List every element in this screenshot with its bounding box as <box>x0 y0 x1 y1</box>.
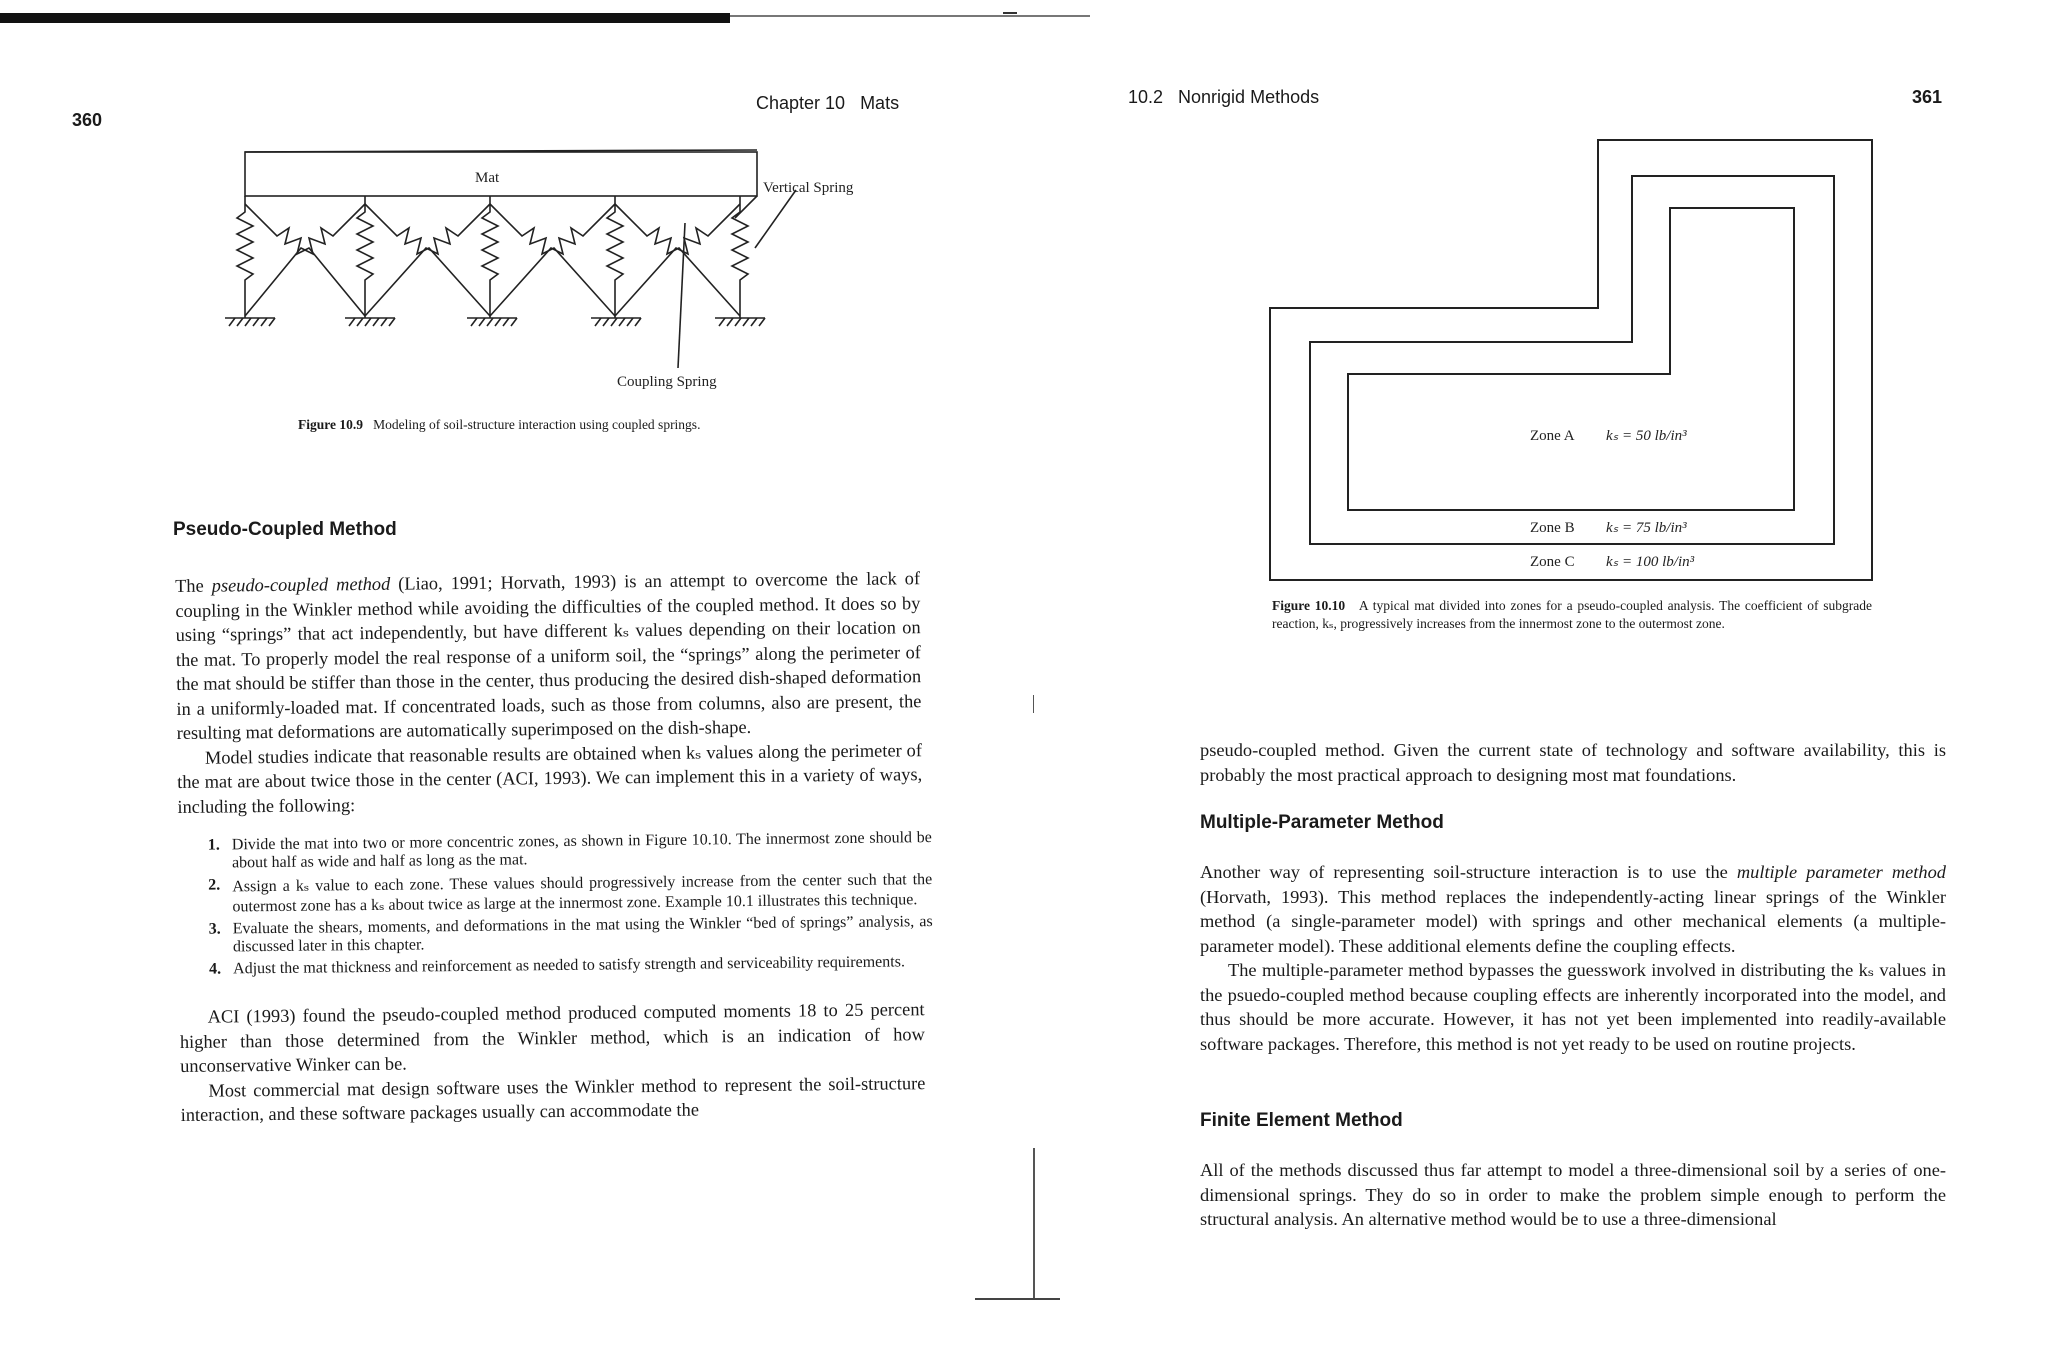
list-item-number: 2. <box>208 876 221 894</box>
vertical-springs <box>237 196 748 318</box>
zone-a-label: Zone A <box>1530 428 1575 444</box>
pseudo-coupled-paragraph-1 <box>175 566 922 745</box>
list-item-4 <box>209 953 933 978</box>
figure-10-9-caption-label: Figure 10.9 <box>298 417 363 432</box>
para-multi-italic: multiple parameter method <box>1736 862 1946 882</box>
running-head-right: 10.2 Nonrigid Methods <box>1128 87 1320 107</box>
vertical-spring-leader <box>755 190 796 248</box>
mat-label: Mat <box>475 170 500 186</box>
scan-top-tick <box>1003 12 1017 14</box>
zone-c-outline <box>1270 140 1872 580</box>
section-heading-pseudo-coupled: Pseudo-Coupled Method <box>173 519 397 540</box>
figure-10-9-caption <box>298 416 898 434</box>
list-item-text: Assign a kₛ value to each zone. These values should progressively increase from the center such that the outermost zone has a kₛ about twice as large at the innermost zone. Example 10.1 illustrates this technique. <box>232 871 933 916</box>
figure-10-10-caption <box>1272 597 1872 633</box>
zone-b-outline <box>1310 176 1834 544</box>
list-item-1 <box>207 829 932 872</box>
ground-supports <box>225 318 765 326</box>
zone-a-outline <box>1348 208 1794 510</box>
gutter-mark-top <box>1033 695 1034 713</box>
list-item-number: 4. <box>209 960 222 978</box>
coupling-spring-leader <box>678 223 685 368</box>
figure-10-9-caption-text: Modeling of soil-structure interaction using coupled springs. <box>373 417 701 432</box>
gutter-line <box>1033 1148 1035 1298</box>
mat-rectangle <box>245 152 757 196</box>
para-multi-pre: Another way of representing soil-structure interaction is to use the <box>1200 862 1737 882</box>
list-item-text: Adjust the mat thickness and reinforcement as needed to satisfy strength and serviceability requirements. <box>233 953 905 978</box>
list-item-3 <box>208 913 933 956</box>
section-heading-multiple-parameter: Multiple-Parameter Method <box>1200 812 1444 833</box>
figure-10-10-caption-label: Figure 10.10 <box>1272 598 1346 613</box>
multiple-parameter-paragraph-2: The multiple-parameter method bypasses the guesswork involved in distributing the kₛ values in the psuedo-coupled method because coupling effects are inherently incorporated into the model, and thus should be more accurate. However, it has not yet been implemented into readily-available software packages. Therefore, this method is not yet ready to be used on routine projects. <box>1200 960 1946 1054</box>
zone-b-label: Zone B <box>1530 520 1575 536</box>
para1-post: (Liao, 1991; Horvath, 1993) is an attempt to overcome the lack of coupling in the Winkler method while avoiding the difficulties of the coupled method. It does so by using “springs” that act independently, but have different kₛ values depending on their location on the mat. To properly model the real response of a uniform soil, the “springs” along the perimeter of the mat should be stiffer than those in the center, thus producing the desired dish-shaped deformation in a uniformly-loaded mat. If concentrated loads, such as those from columns, also are present, the resulting mat deformations are automatically superimposed on the dish-shape. <box>175 568 922 743</box>
section-heading-finite-element: Finite Element Method <box>1200 1110 1403 1131</box>
list-item-text: Evaluate the shears, moments, and deformations in the mat using the Winkler “bed of springs” analysis, as discussed later in this chapter. <box>232 913 933 956</box>
list-item-number: 3. <box>208 920 221 938</box>
running-head-left: Chapter 10 Mats <box>756 93 900 113</box>
finite-element-paragraph: All of the methods discussed thus far attempt to model a three-dimensional soil by a series of one-dimensional springs. They do so in order to make the problem simple enough to perform the structural analysis. An alternative method would be to use a three-dimensional <box>1200 1160 1946 1229</box>
para1-pre: The <box>175 575 212 596</box>
vertical-spring-label: Vertical Spring <box>763 180 854 196</box>
scan-top-line <box>730 15 1090 17</box>
pseudo-coupled-continuation: pseudo-coupled method. Given the current state of technology and software availability, this is probably the most practical approach to designing most mat foundations. <box>1200 740 1946 785</box>
pseudo-coupled-paragraph-4: Most commercial mat design software uses the Winkler method to represent the soil-structure interaction, and these software packages usually can accommodate the <box>180 1072 926 1125</box>
list-item-2 <box>208 869 933 916</box>
figure-10-10-caption-text: A typical mat divided into zones for a pseudo-coupled analysis. The coefficient of subgrade reaction, kₛ, progressively increases from the innermost zone to the outermost zone. <box>1272 598 1872 631</box>
multiple-parameter-paragraph-1 <box>1200 860 1946 958</box>
zone-b-value: kₛ = 75 lb/in³ <box>1606 520 1687 536</box>
para1-italic: pseudo-coupled method <box>211 573 391 596</box>
list-item-text: Divide the mat into two or more concentric zones, as shown in Figure 10.10. The innermost zone should be about half as wide and half as long as the mat. <box>231 829 932 872</box>
page-number-left: 360 <box>72 110 103 130</box>
scan-top-bar <box>0 13 730 23</box>
zone-c-value: kₛ = 100 lb/in³ <box>1606 554 1695 570</box>
figure-10-10-diagram <box>1266 136 1876 586</box>
list-item-number: 1. <box>207 836 220 854</box>
figure-10-9-diagram <box>215 148 875 393</box>
pseudo-coupled-paragraph-3: ACI (1993) found the pseudo-coupled method produced computed moments 18 to 25 percent higher than those determined from the Winkler method, which is an indication of how unconservative Winker can be. <box>179 999 925 1076</box>
para-multi-post: (Horvath, 1993). This method replaces the independently-acting linear springs of the Winkler method (a single-parameter model) with springs and other mechanical elements (a multiple-parameter model). These additional elements define the coupling effects. <box>1200 886 1946 956</box>
page-number-right: 361 <box>1912 87 1943 107</box>
left-page-body <box>175 566 933 1127</box>
pseudo-coupled-paragraph-2: Model studies indicate that reasonable results are obtained when kₛ values along the perimeter of the mat are about twice those in the center (ACI, 1993). We can implement this in a variety of ways, including the following: <box>177 739 923 817</box>
zone-c-label: Zone C <box>1530 554 1575 570</box>
coupling-springs <box>245 196 757 316</box>
gutter-foot <box>975 1298 1060 1300</box>
coupling-spring-label: Coupling Spring <box>617 374 717 390</box>
procedure-list <box>207 829 933 978</box>
zone-a-value: kₛ = 50 lb/in³ <box>1606 428 1687 444</box>
